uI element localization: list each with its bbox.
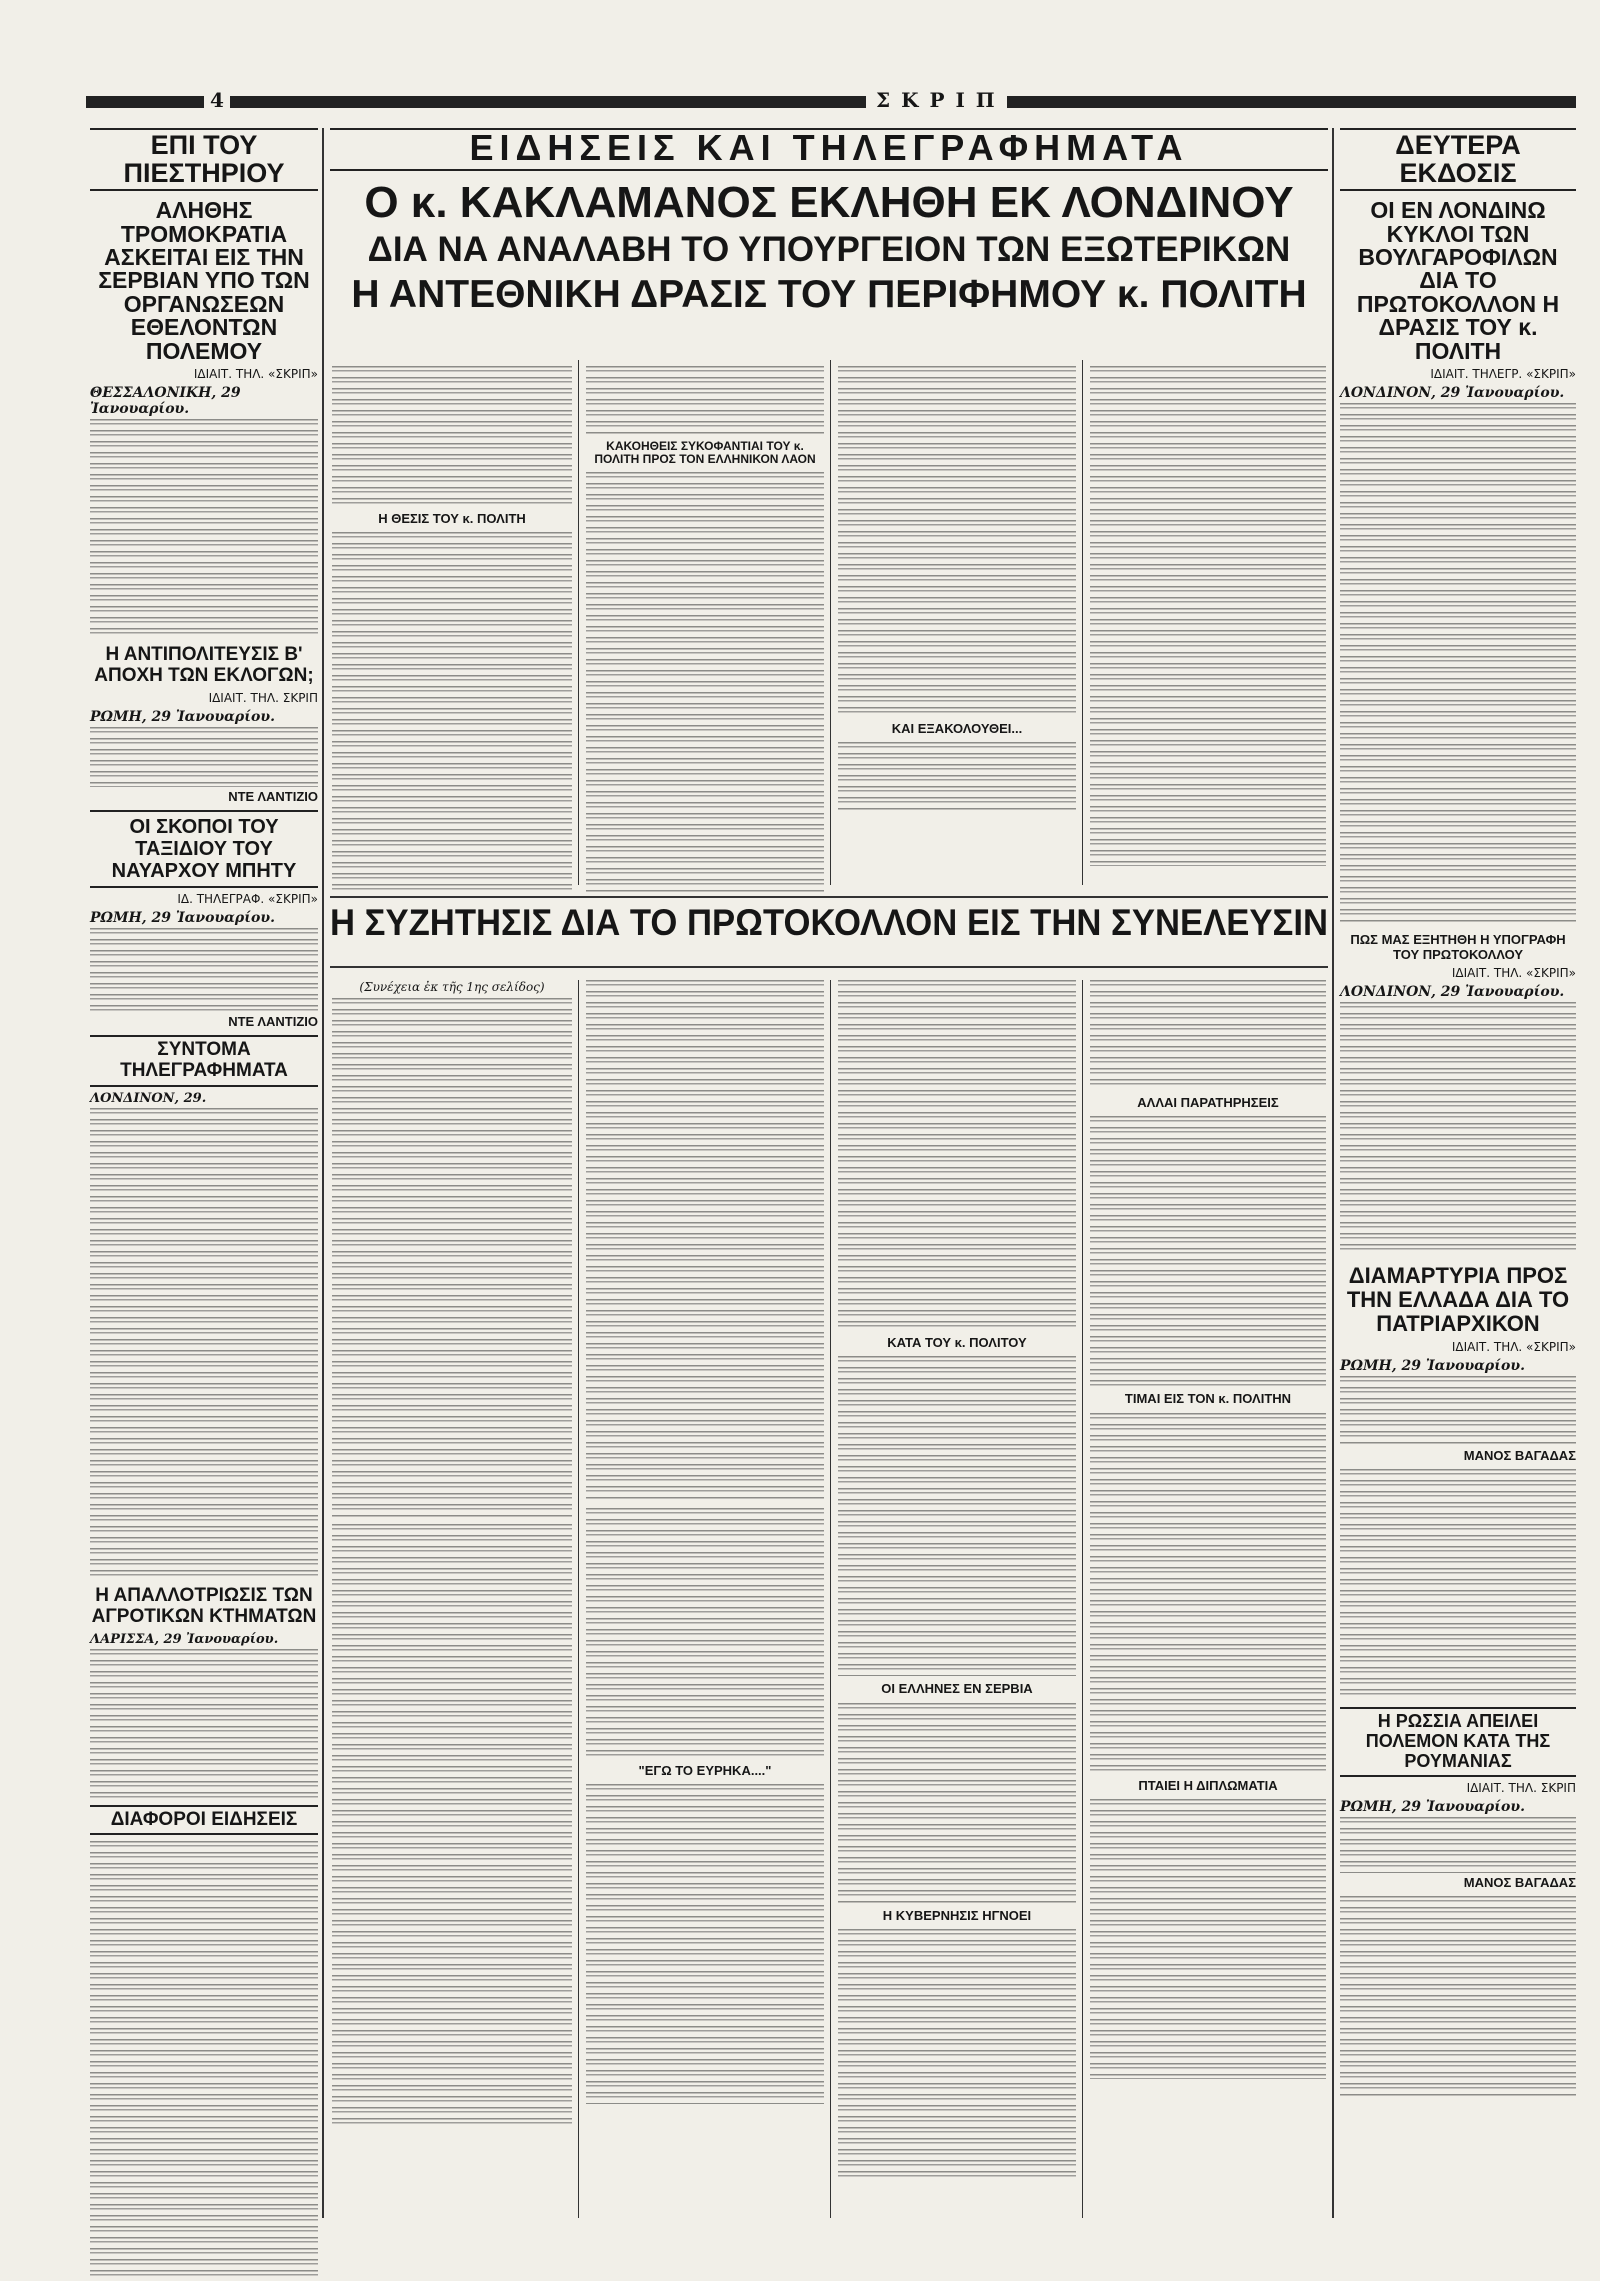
article-body: [838, 742, 1076, 812]
section-title: ΕΠΙ ΤΟΥ ΠΙΕΣΤΗΡΙΟΥ: [90, 128, 318, 191]
signature: ΜΑΝΟΣ ΒΑΓΑΔΑΣ: [1463, 1874, 1576, 1890]
right-column: [1340, 128, 1576, 2096]
signature: ΝΤΕ ΛΑΝΤΙΖΙΟ: [228, 1014, 318, 1030]
divider: [330, 966, 1328, 968]
column-rule: [830, 360, 831, 885]
byline: ΙΔΙΑΙΤ. ΤΗΛ. «ΣΚΡΙΠ»: [193, 367, 318, 382]
subheading: ΚΑΤΑ ΤΟΥ κ. ΠΟΛΙΤΟΥ: [887, 1335, 1027, 1350]
lower-column-3: [838, 980, 1076, 2179]
story-title: ΔΙΑΦΟΡΟΙ ΕΙΔΗΣΕΙΣ: [90, 1805, 318, 1836]
article-body: [838, 1356, 1076, 1676]
article-body: [90, 1108, 318, 1578]
article-body: [1340, 1002, 1576, 1252]
center-column-2: [586, 366, 824, 892]
center-column-4: [1090, 366, 1326, 866]
article-body: [838, 1929, 1076, 2179]
story-title: ΟΙ ΣΚΟΠΟΙ ΤΟΥ ΤΑΞΙΔΙΟΥ ΤΟΥ ΝΑΥΑΡΧΟΥ ΜΠΗΤΥ: [90, 810, 318, 888]
signature: ΝΤΕ ΛΑΝΤΙΖΙΟ: [228, 789, 318, 805]
story-title: Η ΡΩΣΣΙΑ ΑΠΕΙΛΕΙ ΠΟΛΕΜΟΝ ΚΑΤΑ ΤΗΣ ΡΟΥΜΑΝΙΑΣ: [1340, 1707, 1576, 1776]
article-body: [838, 1703, 1076, 1903]
subheading: ΠΤΑΙΕΙ Η ΔΙΠΛΩΜΑΤΙΑ: [1138, 1777, 1278, 1793]
lower-column-2: [586, 980, 824, 2104]
article-body: [90, 727, 318, 787]
column-rule: [830, 980, 831, 2218]
byline: ΙΔΙΑΙΤ. ΤΗΛ. ΣΚΡΙΠ: [1466, 1780, 1576, 1795]
masthead: [86, 86, 1576, 120]
byline: ΙΔ. ΤΗΛΕΓΡΑΦ. «ΣΚΡΙΠ»: [177, 892, 318, 907]
center-column-1: [332, 366, 572, 892]
article-body: [1340, 1817, 1576, 1873]
article-body: [586, 980, 824, 1500]
section-title: ΔΕΥΤΕΡΑ ΕΚΔΟΣΙΣ: [1340, 128, 1576, 191]
center-section: [330, 128, 1328, 315]
article-body: [1090, 1116, 1326, 1386]
subheading: ΑΛΛΑΙ ΠΑΡΑΤΗΡΗΣΕΙΣ: [1137, 1095, 1279, 1110]
byline: ΙΔΙΑΙΤ. ΤΗΛ. «ΣΚΡΙΠ»: [1451, 965, 1576, 980]
main-headline-line-2: ΔΙΑ ΝΑ ΑΝΑΛΑΒΗ ΤΟ ΥΠΟΥΡΓΕΙΟΝ ΤΩΝ ΕΞΩΤΕΡΙΚΩΝ: [367, 229, 1291, 269]
article-body: [586, 472, 824, 892]
article-body: [1340, 1376, 1576, 1446]
story-title: ΣΥΝΤΟΜΑ ΤΗΛΕΓΡΑΦΗΜΑΤΑ: [90, 1035, 318, 1087]
center-column-3: [838, 366, 1076, 812]
continued-note: (Συνέχεια ἐκ τῆς 1ης σελίδος): [359, 980, 545, 994]
article-body: [1340, 1469, 1576, 1699]
byline: ΙΔΙΑΙΤ. ΤΗΛ. «ΣΚΡΙΠ»: [1451, 1340, 1576, 1355]
left-column: [90, 128, 318, 2281]
lower-column-4: [1090, 980, 1326, 2079]
lead-story-title: ΟΙ ΕΝ ΛΟΝΔΙΝΩ ΚΥΚΛΟΙ ΤΩΝ ΒΟΥΛΓΑΡΟΦΙΛΩΝ ΔΙΑ ΤΟ ΠΡΩΤΟΚΟΛΛΟΝ Η ΔΡΑΣΙΣ ΤΟΥ κ. ΠΟΛΙΤΗ: [1356, 197, 1560, 364]
article-body: [1090, 1799, 1326, 2079]
masthead-band: [86, 96, 1576, 108]
subheading: ΤΙΜΑΙ ΕΙΣ ΤΟΝ κ. ΠΟΛΙΤΗΝ: [1124, 1391, 1292, 1407]
column-rule: [578, 980, 579, 2218]
column-rule: [1332, 128, 1334, 2218]
article-body: [332, 532, 572, 892]
article-body: [586, 366, 824, 434]
dateline: ΛΟΝΔΙΝΟΝ, 29 Ἰανουαρίου.: [1340, 385, 1565, 402]
article-body: [1340, 1896, 1576, 2096]
byline: ΙΔΙΑΙΤ. ΤΗΛΕΓΡ. «ΣΚΡΙΠ»: [1430, 367, 1576, 382]
article-body: [1090, 366, 1326, 866]
dateline: ΘΕΣΣΑΛΟΝΙΚΗ, 29 Ἰανουαρίου.: [90, 385, 241, 418]
main-headline-line-3: Η ΑΝΤΕΘΝΙΚΗ ΔΡΑΣΙΣ ΤΟΥ ΠΕΡΙΦΗΜΟΥ κ. ΠΟΛΙΤΗ: [351, 273, 1307, 317]
section-banner: ΕΙΔΗΣΕΙΣ ΚΑΙ ΤΗΛΕΓΡΑΦΗΜΑΤΑ: [330, 128, 1328, 171]
subheading: ΚΑΙ ΕΞΑΚΟΛΟΥΘΕΙ...: [891, 721, 1023, 736]
main-headline: Ο κ. ΚΑΚΛΑΜΑΝΟΣ ΕΚΛΗΘΗ ΕΚ ΛΟΝΔΙΝΟΥ: [364, 177, 1294, 227]
subheading: Η ΘΕΣΙΣ ΤΟΥ κ. ΠΟΛΙΤΗ: [378, 511, 526, 526]
subheading: "ΕΓΩ ΤΟ ΕΥΡΗΚΑ....": [638, 1763, 772, 1778]
paper-name: Σ Κ Ρ Ι Π: [866, 88, 1007, 112]
column-rule: [578, 360, 579, 885]
story-title: ΔΙΑΜΑΡΤΥΡΙΑ ΠΡΟΣ ΤΗΝ ΕΛΛΑΔΑ ΔΙΑ ΤΟ ΠΑΤΡΙΑΡΧΙΚΟΝ: [1346, 1262, 1570, 1337]
subheading: ΟΙ ΕΛΛΗΝΕΣ ΕΝ ΣΕΡΒΙΑ: [881, 1681, 1033, 1697]
article-body: [586, 1508, 824, 1758]
article-body: [332, 998, 572, 1518]
article-body: [332, 366, 572, 506]
story-title: Η ΑΝΤΙΠΟΛΙΤΕΥΣΙΣ Β' ΑΠΟΧΗ ΤΩΝ ΕΚΛΟΓΩΝ;: [94, 644, 314, 687]
article-body: [838, 366, 1076, 716]
column-rule: [1082, 980, 1083, 2218]
second-headline-block: [330, 904, 1328, 942]
article-body: [332, 1524, 572, 2124]
article-body: [1090, 1413, 1326, 1773]
story-title: ΠΩΣ ΜΑΣ ΕΞΗΤΗΘΗ Η ΥΠΟΓΡΑΦΗ ΤΟΥ ΠΡΩΤΟΚΟΛΛΟΥ: [1350, 932, 1566, 962]
article-body: [90, 1649, 318, 1799]
signature: ΜΑΝΟΣ ΒΑΓΑΔΑΣ: [1463, 1448, 1576, 1464]
page-number: 4: [204, 88, 230, 112]
lead-story-title: ΑΛΗΘΗΣ ΤΡΟΜΟΚΡΑΤΙΑ ΑΣΚΕΙΤΑΙ ΕΙΣ ΤΗΝ ΣΕΡΒΙΑΝ ΥΠΟ ΤΩΝ ΟΡΓΑΝΩΣΕΩΝ ΕΘΕΛΟΝΤΩΝ ΠΟΛΕΜΟΥ: [98, 197, 310, 364]
article-body: [90, 419, 318, 635]
dateline: ΛΑΡΙΣΣΑ, 29 Ἰανουαρίου.: [90, 1631, 279, 1647]
article-body: [586, 1784, 824, 2104]
subheading: Η ΚΥΒΕΡΝΗΣΙΣ ΗΓΝΟΕΙ: [882, 1907, 1032, 1923]
column-rule: [322, 128, 324, 2218]
subheading: ΚΑΚΟΗΘΕΙΣ ΣΥΚΟΦΑΝΤΙΑΙ ΤΟΥ κ. ΠΟΛΙΤΗ ΠΡΟΣ ΤΟΝ ΕΛΛΗΝΙΚΟΝ ΛΑΟΝ: [594, 439, 816, 467]
dateline: ΛΟΝΔΙΝΟΝ, 29.: [90, 1090, 207, 1106]
byline: ΙΔΙΑΙΤ. ΤΗΛ. ΣΚΡΙΠ: [208, 691, 318, 706]
dateline: ΡΩΜΗ, 29 Ἰανουαρίου.: [90, 709, 275, 726]
story-title: Η ΑΠΑΛΛΟΤΡΙΩΣΙΣ ΤΩΝ ΑΓΡΟΤΙΚΩΝ ΚΤΗΜΑΤΩΝ: [91, 1584, 317, 1627]
dateline: ΛΟΝΔΙΝΟΝ, 29 Ἰανουαρίου.: [1340, 983, 1565, 1000]
article-body: [1090, 980, 1326, 1090]
article-body: [90, 1841, 318, 2281]
article-body: [90, 928, 318, 1012]
dateline: ΡΩΜΗ, 29 Ἰανουαρίου.: [1340, 1798, 1525, 1815]
article-body: [838, 980, 1076, 1330]
column-rule: [1082, 360, 1083, 885]
dateline: ΡΩΜΗ, 29 Ἰανουαρίου.: [90, 910, 275, 927]
dateline: ΡΩΜΗ, 29 Ἰανουαρίου.: [1340, 1358, 1525, 1375]
second-headline: Η ΣΥΖΗΤΗΣΙΣ ΔΙΑ ΤΟ ΠΡΩΤΟΚΟΛΛΟΝ ΕΙΣ ΤΗΝ ΣΥΝΕΛΕΥΣΙΝ: [330, 902, 1328, 943]
divider: [330, 896, 1328, 898]
article-body: [1340, 403, 1576, 923]
lower-column-1: [332, 980, 572, 2124]
